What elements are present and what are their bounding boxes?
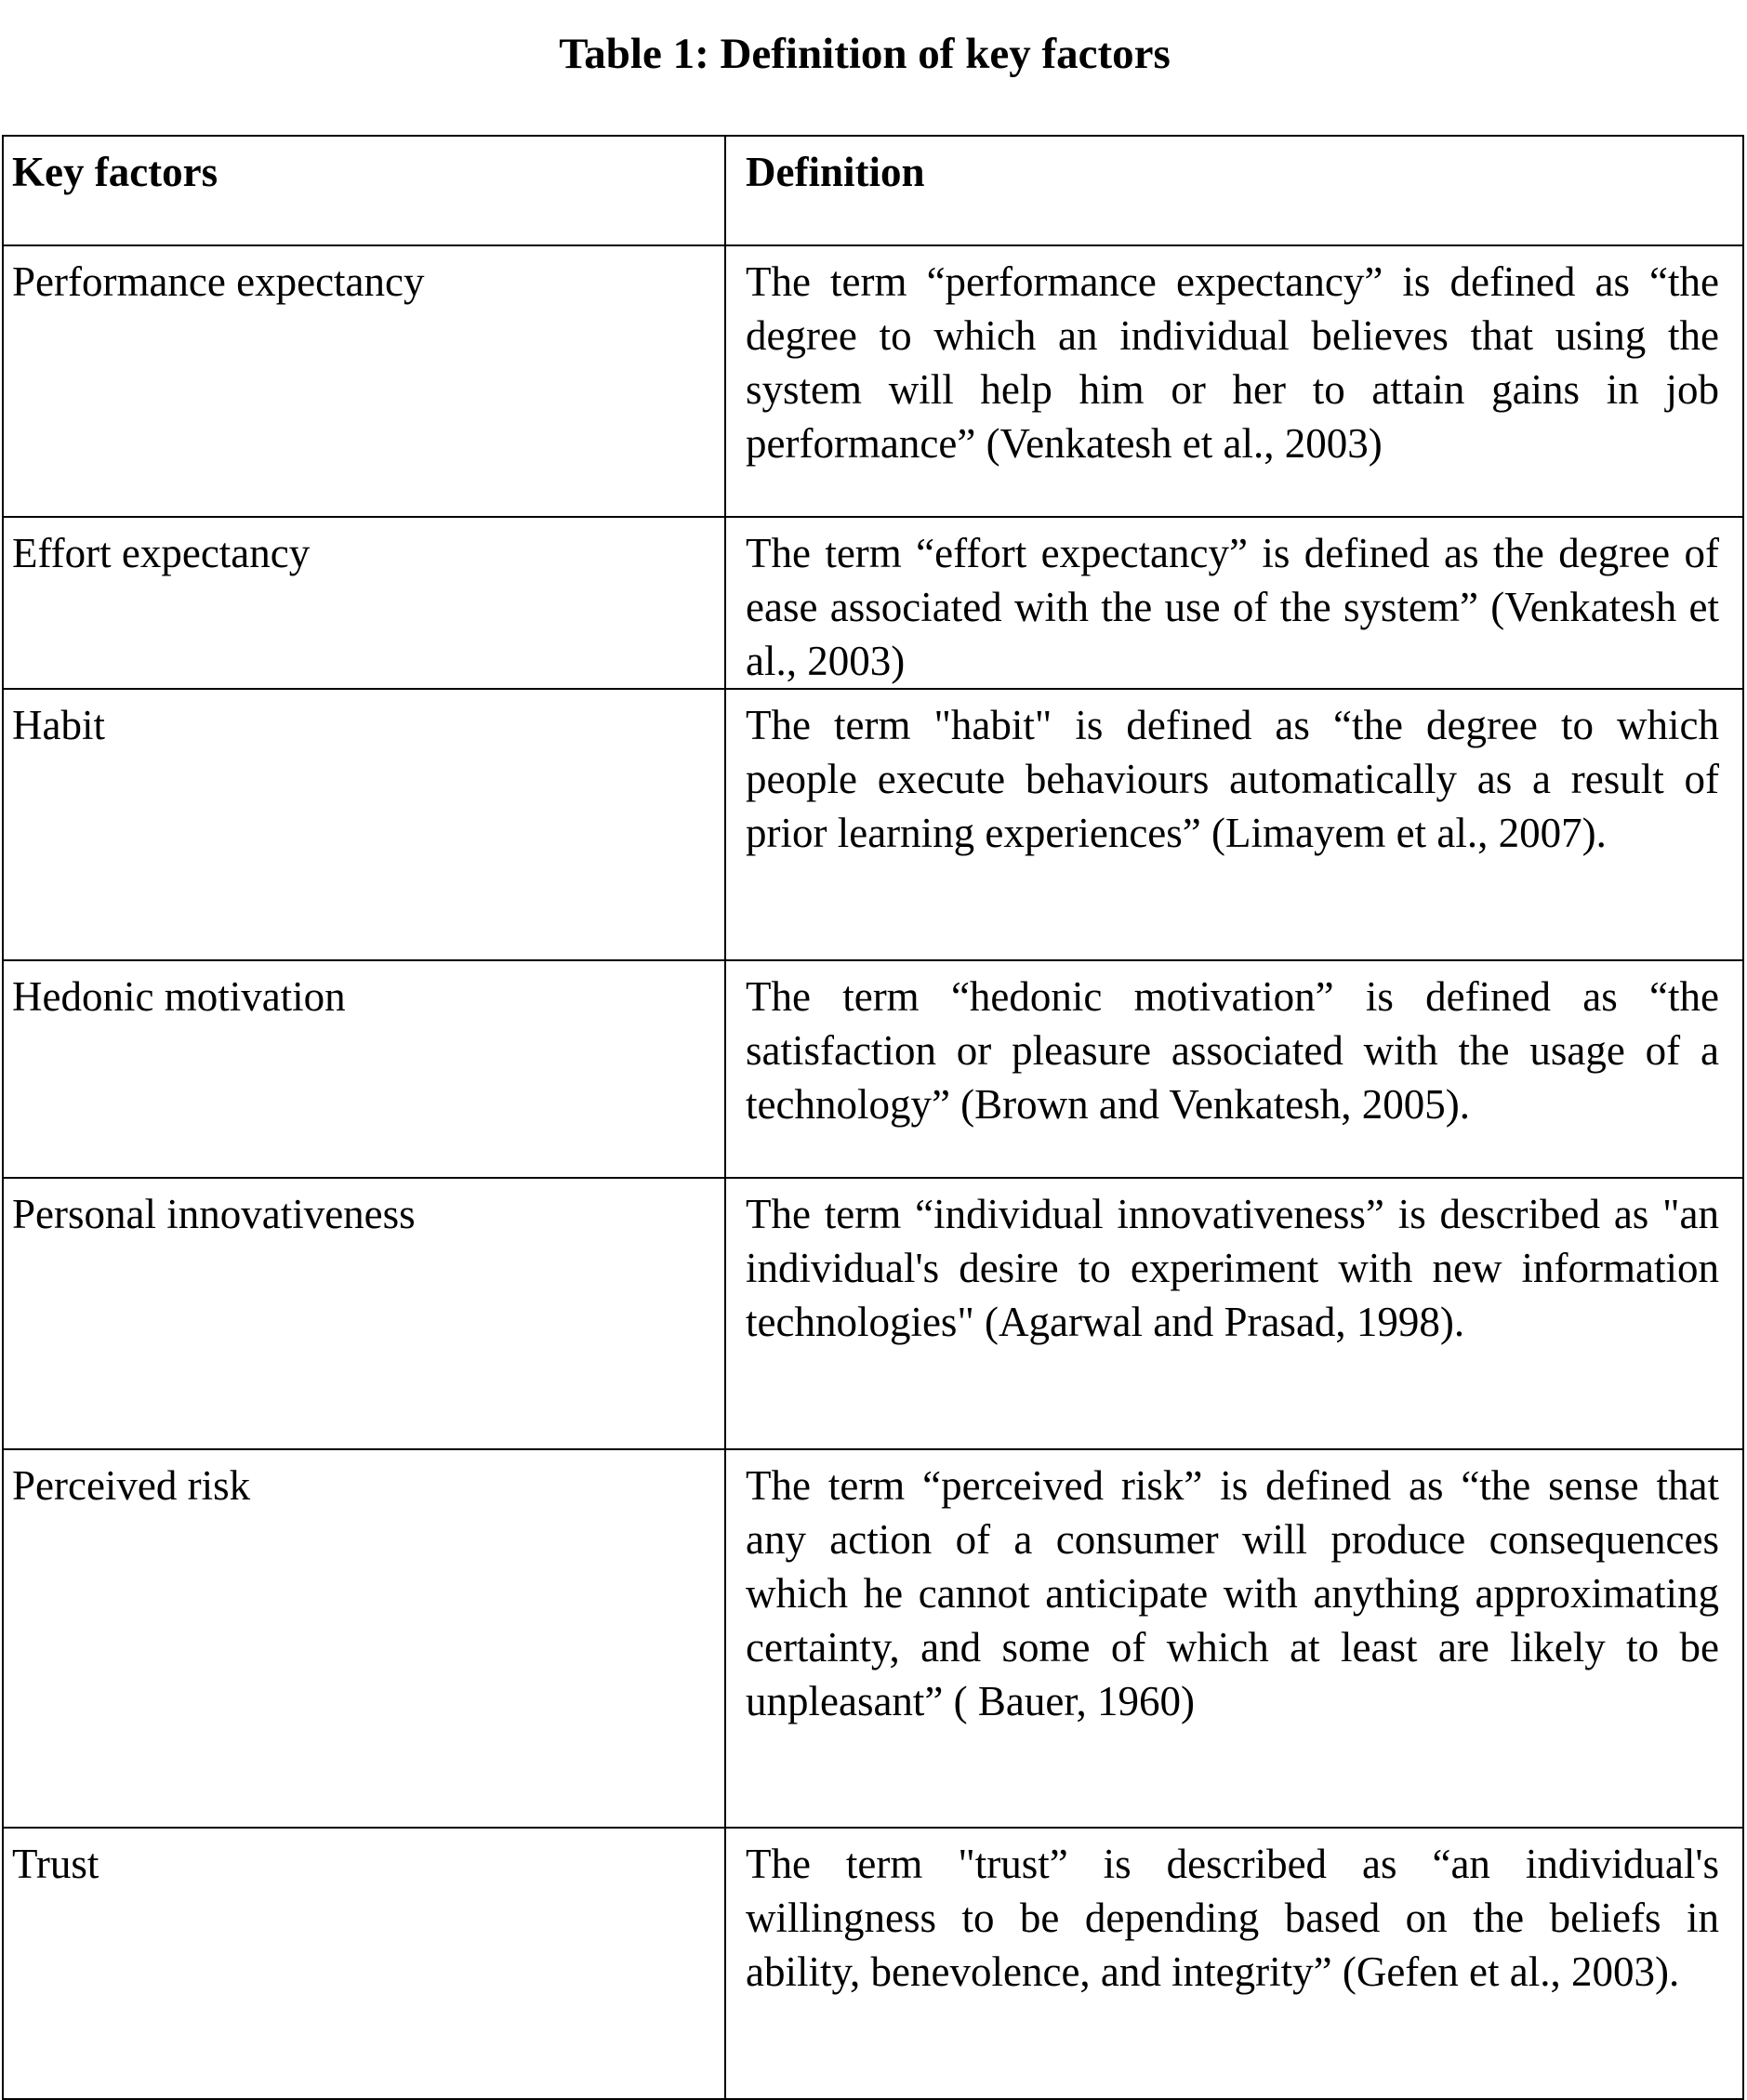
table-caption: Table 1: Definition of key factors <box>559 30 1171 78</box>
table-row <box>3 960 1743 1178</box>
table-row <box>3 689 1743 960</box>
key-factor-cell: Performance expectancy <box>3 245 725 517</box>
definition-cell: The term “hedonic motivation” is defined as “the satisfaction or pleasure associated with the usage of a technology” (Brown and Venkatesh, 2005). <box>725 960 1743 1178</box>
table-row <box>3 517 1743 689</box>
definition-cell: The term “performance expectancy” is defined as “the degree to which an individual believes that using the system will help him or her to attain gains in job performance” (Venkatesh et al., 2003) <box>725 245 1743 517</box>
key-factor-cell: Habit <box>3 689 725 960</box>
definition-cell: The term “individual innovativeness” is described as "an individual's desire to experiment with new information technologies" (Agarwal and Prasad, 1998). <box>725 1178 1743 1449</box>
header-key-factors: Key factors <box>3 136 725 245</box>
definition-cell: The term "trust” is described as “an individual's willingness to be depending based on the beliefs in ability, benevolence, and integrity” (Gefen et al., 2003). <box>725 1828 1743 2099</box>
key-factor-cell: Personal innovativeness <box>3 1178 725 1449</box>
key-factor-cell: Effort expectancy <box>3 517 725 689</box>
definition-cell: The term "habit" is defined as “the degree to which people execute behaviours automatically as a result of prior learning experiences” (Limayem et al., 2007). <box>725 689 1743 960</box>
table-row <box>3 245 1743 517</box>
key-factors-table <box>2 135 1744 2100</box>
key-factor-cell: Hedonic motivation <box>3 960 725 1178</box>
table-row <box>3 1828 1743 2099</box>
table-row <box>3 1449 1743 1828</box>
table-row <box>3 1178 1743 1449</box>
table-header-row <box>3 136 1743 245</box>
key-factor-cell: Perceived risk <box>3 1449 725 1828</box>
definition-cell: The term “perceived risk” is defined as “the sense that any action of a consumer will produce consequences which he cannot anticipate with anything approximating certainty, and some of which at least are likely to be unpleasant” ( Bauer, 1960) <box>725 1449 1743 1828</box>
key-factor-cell: Trust <box>3 1828 725 2099</box>
header-definition: Definition <box>725 136 1743 245</box>
definition-cell: The term “effort expectancy” is defined as the degree of ease associated with the use of the system” (Venkatesh et al., 2003) <box>725 517 1743 689</box>
